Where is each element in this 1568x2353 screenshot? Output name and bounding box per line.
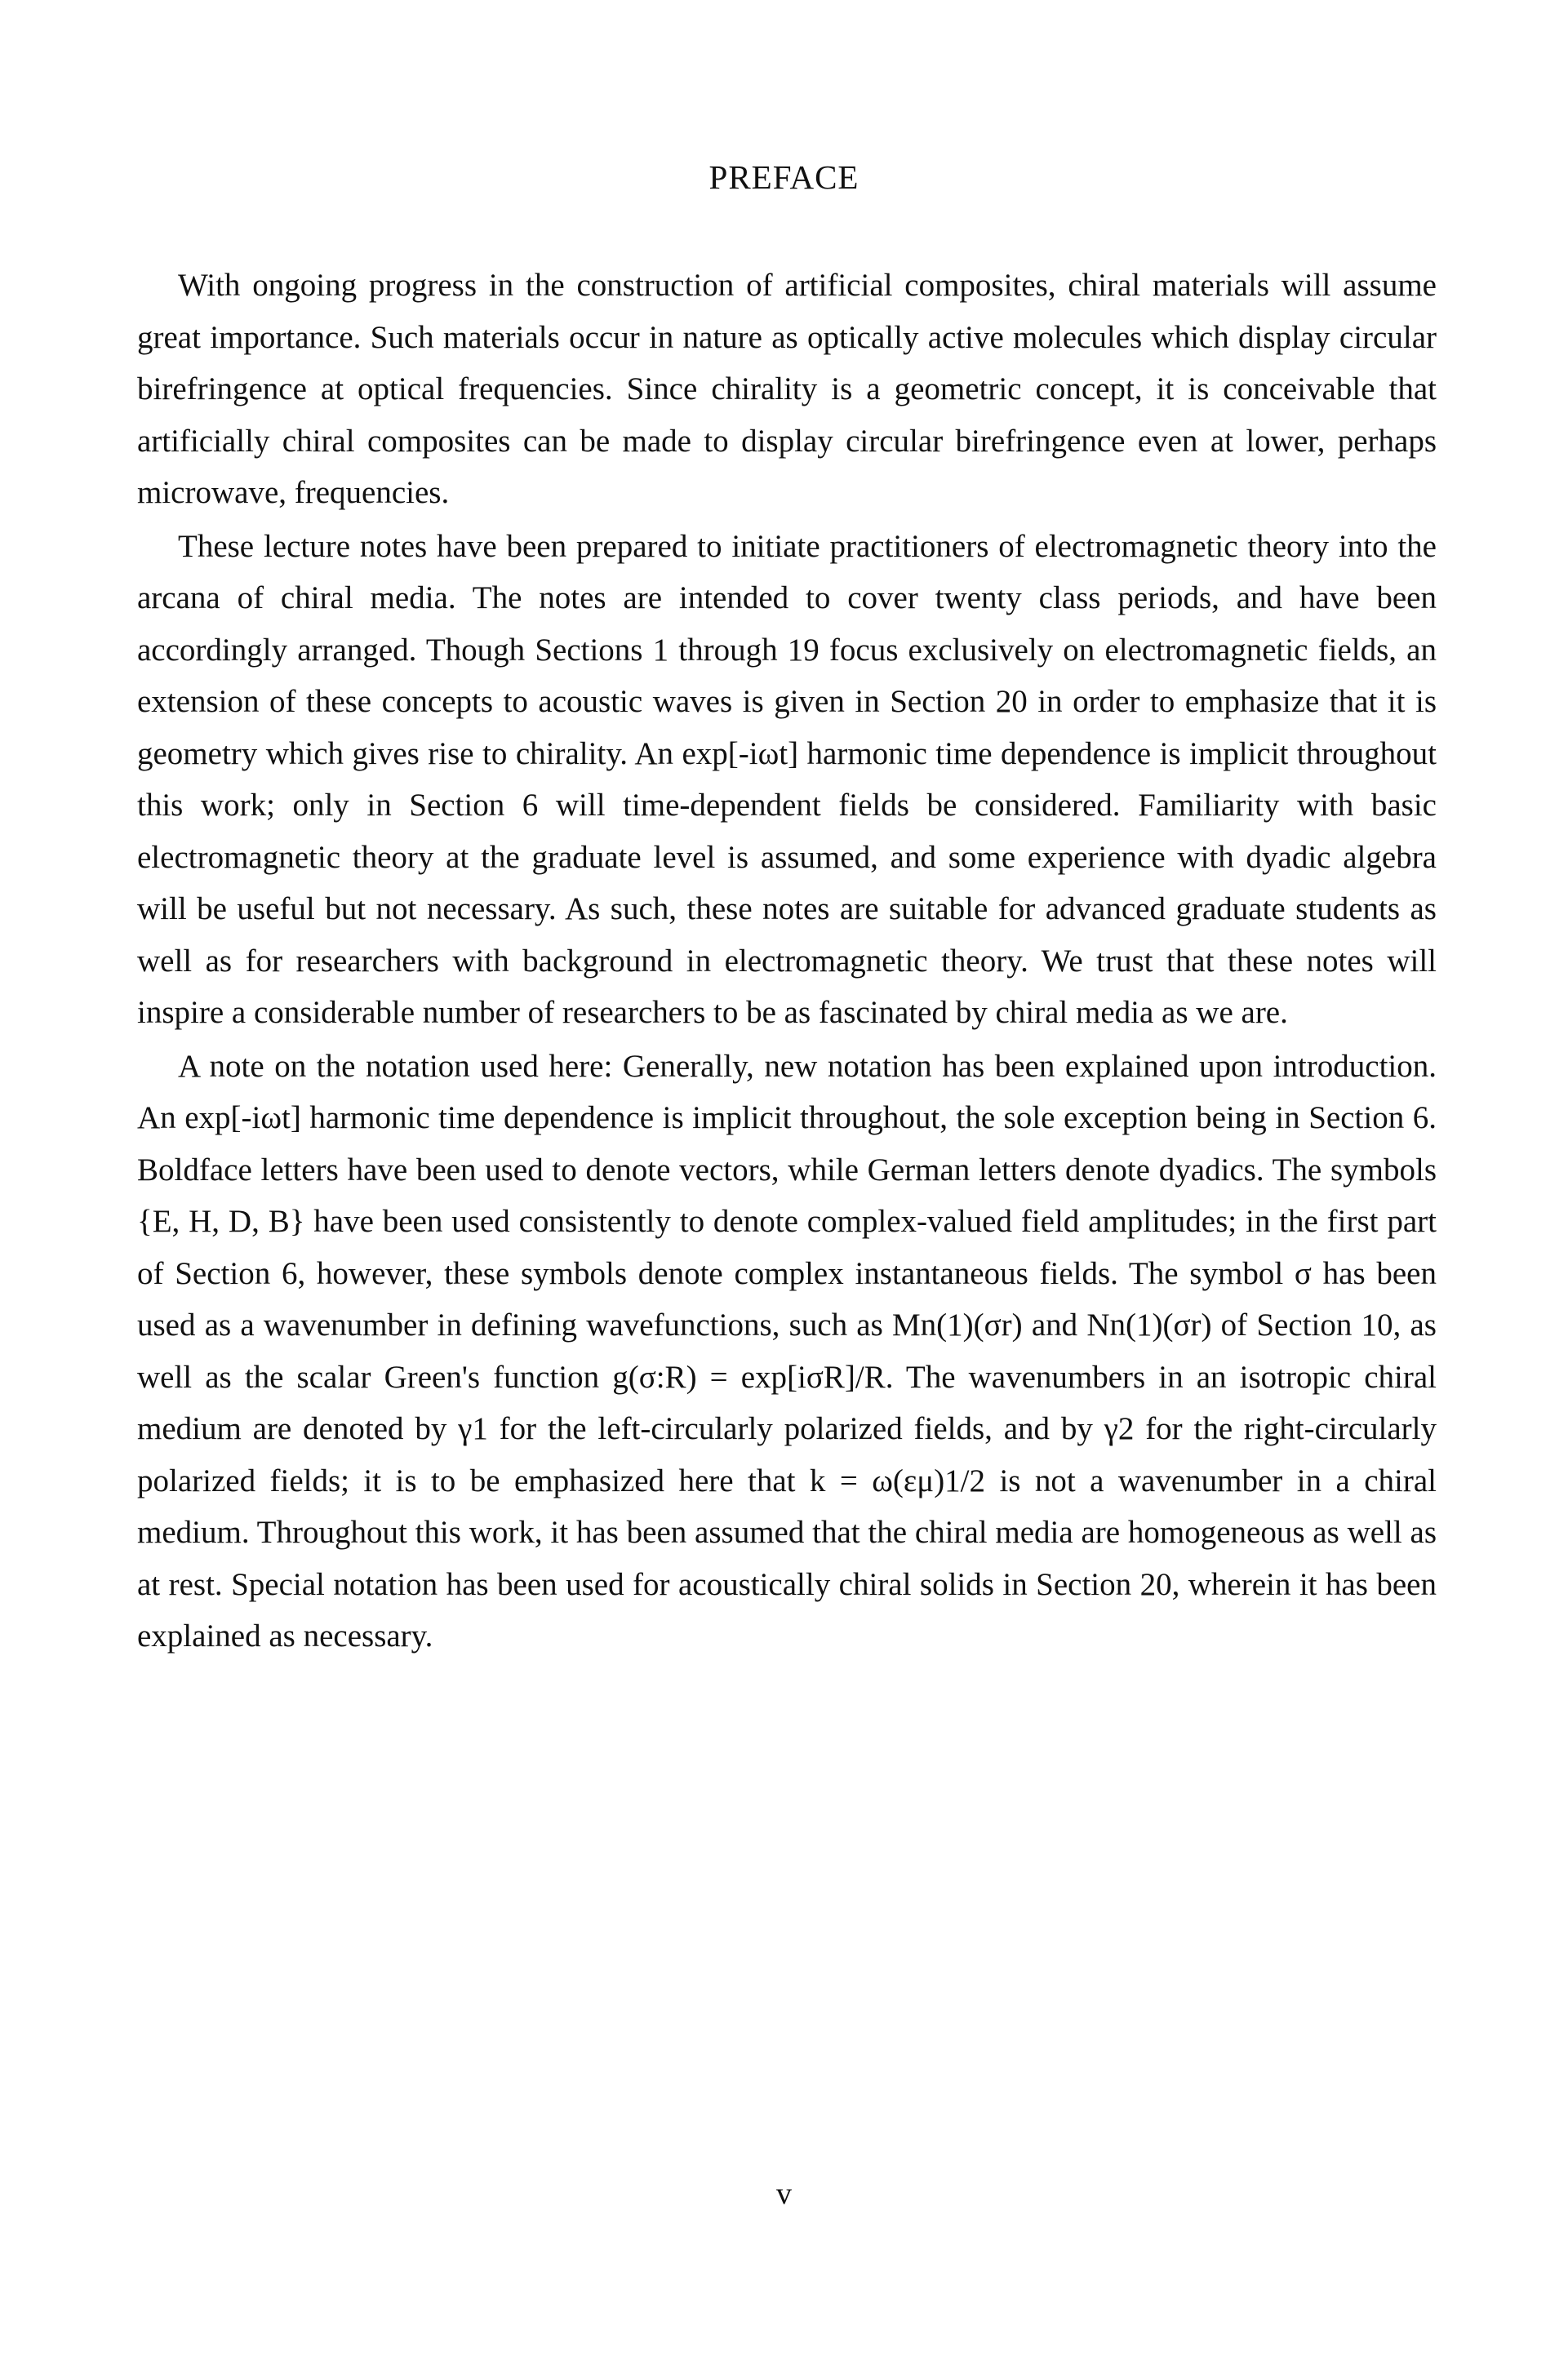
paragraph-2: These lecture notes have been prepared to initiate practitioners of electromagnetic theory into the arcana of chiral media. The notes are intended to cover twenty class periods, and have been accordingly arranged. Though Sections 1 through 19 focus exclusively on electromagnetic fields, an extension of these concepts to acoustic waves is given in Section 20 in order to emphasize that it is geometry which gives rise to chirality. An exp[-iωt] harmonic time dependence is implicit throughout this work; only in Section 6 will time-dependent fields be considered. Familiarity with basic electromagnetic theory at the graduate level is assumed, and some experience with dyadic algebra will be useful but not necessary. As such, these notes are suitable for advanced graduate students as well as for researchers with background in electromagnetic theory. We trust that these notes will inspire a considerable number of researchers to be as fascinated by chiral media as we are. [137, 528, 1437, 1030]
preface-body [137, 260, 1437, 1664]
paragraph-1: With ongoing progress in the construction of artificial composites, chiral materials will assume great importance. Such materials occur in nature as optically active molecules which display circular birefringence at optical frequencies. Since chirality is a geometric concept, it is conceivable that artificially chiral composites can be made to display circular birefringence even at lower, perhaps microwave, frequencies. [137, 268, 1437, 510]
page-number: v [776, 2177, 792, 2211]
paragraph-3: A note on the notation used here: Generally, new notation has been explained upon introduction. An exp[-iωt] harmonic time dependence is implicit throughout, the sole exception being in Section 6. Boldface letters have been used to denote vectors, while German letters denote dyadics. The symbols {E, H, D, B} have been used consistently to denote complex-valued field amplitudes; in the first part of Section 6, however, these symbols denote complex instantaneous fields. The symbol σ has been used as a wavenumber in defining wavefunctions, such as Mn(1)(σr) and Nn(1)(σr) of Section 10, as well as the scalar Green's function g(σ:R) = exp[iσR]/R. The wavenumbers in an isotropic chiral medium are denoted by γ1 for the left-circularly polarized fields, and by γ2 for the right-circularly polarized fields; it is to be emphasized here that k = ω(εμ)1/2 is not a wavenumber in a chiral medium. Throughout this work, it has been assumed that the chiral media are homogeneous as well as at rest. Special notation has been used for acoustically chiral solids in Section 20, wherein it has been explained as necessary. [137, 1048, 1437, 1654]
page-title: PREFACE [708, 158, 860, 196]
